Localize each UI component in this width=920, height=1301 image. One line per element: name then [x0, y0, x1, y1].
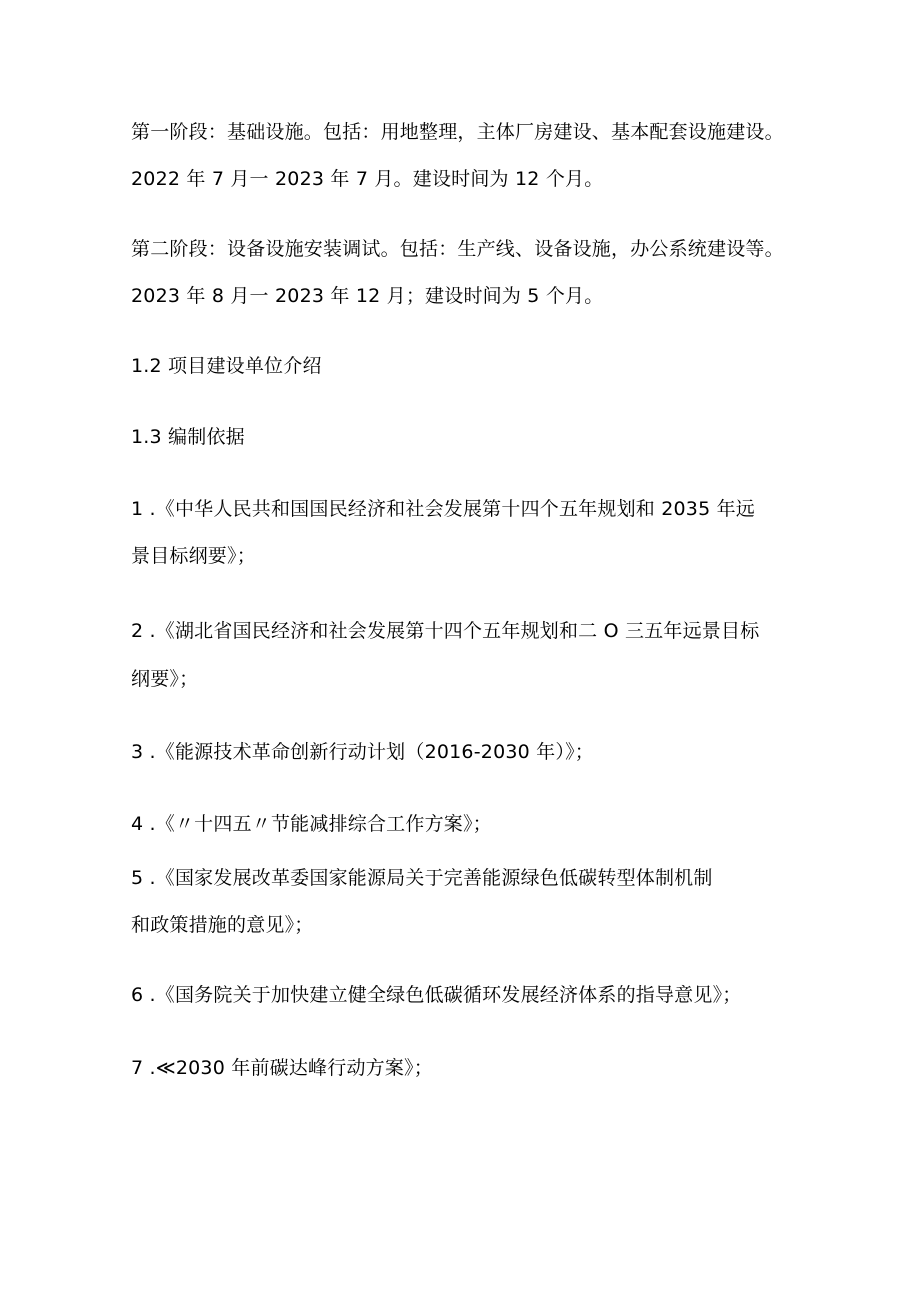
phase2-line-1: 第二阶段：设备设施安装调试。包括：生产线、设备设施，办公系统建设等。 [131, 238, 784, 260]
phase1-line-2: 2022 年 7 月一 2023 年 7 月。建设时间为 12 个月。 [131, 168, 604, 190]
phase2-line-2: 2023 年 8 月一 2023 年 12 月；建设时间为 5 个月。 [131, 285, 604, 307]
basis-item-5-line-1: 5 .《国家发展改革委国家能源局关于完善能源绿色低碳转型体制机制 [131, 867, 713, 889]
basis-item-3: 3 .《能源技术革命创新行动计划（2016-2030 年）》； [131, 741, 594, 763]
basis-item-1-line-2: 景目标纲要》； [131, 545, 256, 567]
basis-item-2-line-2: 纲要》； [131, 668, 199, 690]
basis-item-2-line-1: 2 .《湖北省国民经济和社会发展第十四个五年规划和二 O 三五年远景目标 [131, 620, 760, 642]
basis-item-5-line-2: 和政策措施的意见》； [131, 914, 314, 936]
basis-item-6: 6 .《国务院关于加快建立健全绿色低碳循环发展经济体系的指导意见》； [131, 984, 742, 1006]
section-heading-1-3: 1.3 编制依据 [131, 426, 245, 448]
phase1-line-1: 第一阶段：基础设施。包括：用地整理，主体厂房建设、基本配套设施建设。 [131, 121, 784, 143]
basis-item-4: 4 .《〃十四五〃节能减排综合工作方案》； [131, 813, 492, 835]
basis-item-1-line-1: 1 .《中华人民共和国国民经济和社会发展第十四个五年规划和 2035 年远 [131, 498, 756, 520]
section-heading-1-2: 1.2 项目建设单位介绍 [131, 355, 322, 377]
basis-item-7: 7 .≪2030 年前碳达峰行动方案》； [131, 1057, 433, 1079]
